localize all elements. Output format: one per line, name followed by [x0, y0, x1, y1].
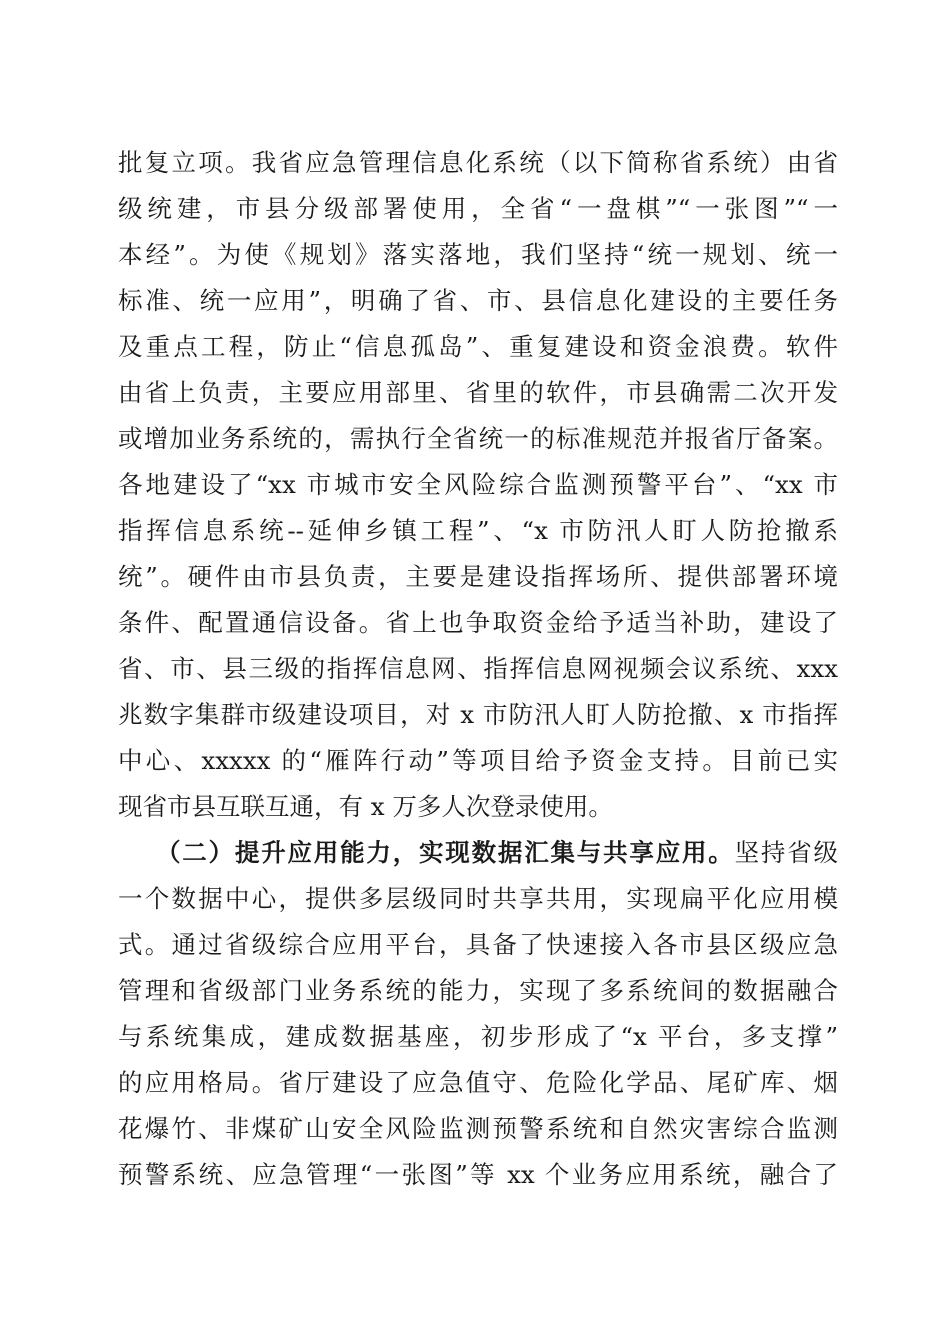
text-line: 与系统集成，建成数据基座，初步形成了“x 平台，多支撑” — [118, 1022, 838, 1051]
section-heading: （二）提升应用能力，实现数据汇集与共享应用。 — [156, 838, 735, 867]
text-line: 及重点工程，防止“信息孤岛”、重复建设和资金浪费。软件 — [118, 332, 838, 361]
text-line: 管理和省级部门业务系统的能力，实现了多系统间的数据融合 — [118, 976, 838, 1005]
text-line: 预警系统、应急管理“一张图”等 xx 个业务应用系统，融合了 — [118, 1160, 838, 1189]
text-line: 式。通过省级综合应用平台，具备了快速接入各市县区级应急 — [118, 930, 838, 959]
section-heading-rest: 坚持省级 — [734, 838, 839, 867]
text-line: 本经”。为使《规划》落实落地，我们坚持“统一规划、统一 — [118, 240, 838, 269]
text-line: 一个数据中心，提供多层级同时共享共用，实现扁平化应用模 — [118, 884, 838, 913]
text-line: 中心、xxxxx 的“雁阵行动”等项目给予资金支持。目前已实 — [118, 746, 838, 775]
text-line: 统”。硬件由市县负责，主要是建设指挥场所、提供部署环境 — [118, 562, 838, 591]
text-line: 的应用格局。省厅建设了应急值守、危险化学品、尾矿库、烟 — [118, 1068, 838, 1097]
text-line: 省、市、县三级的指挥信息网、指挥信息网视频会议系统、xxx — [118, 654, 838, 683]
text-line: 由省上负责，主要应用部里、省里的软件，市县确需二次开发 — [118, 378, 838, 407]
body-text — [118, 140, 838, 1198]
text-line: 条件、配置通信设备。省上也争取资金给予适当补助，建设了 — [118, 608, 838, 637]
text-line: 批复立项。我省应急管理信息化系统（以下简称省系统）由省 — [118, 148, 838, 177]
text-line: 花爆竹、非煤矿山安全风险监测预警系统和自然灾害综合监测 — [118, 1114, 838, 1143]
text-line: 或增加业务系统的，需执行全省统一的标准规范并报省厅备案。 — [118, 424, 838, 453]
text-line: 标准、统一应用”，明确了省、市、县信息化建设的主要任务 — [118, 286, 838, 315]
text-line: 级统建，市县分级部署使用，全省“一盘棋”“一张图”“一 — [118, 194, 838, 223]
text-line: 各地建设了“xx 市城市安全风险综合监测预警平台”、“xx 市 — [118, 470, 838, 499]
section-heading-line — [118, 830, 838, 876]
text-line: 现省市县互联互通，有 x 万多人次登录使用。 — [118, 792, 613, 821]
text-line: 兆数字集群市级建设项目，对 x 市防汛人盯人防抢撤、x 市指挥 — [118, 700, 838, 729]
text-line: 指挥信息系统--延伸乡镇工程”、“x 市防汛人盯人防抢撤系 — [118, 516, 838, 545]
